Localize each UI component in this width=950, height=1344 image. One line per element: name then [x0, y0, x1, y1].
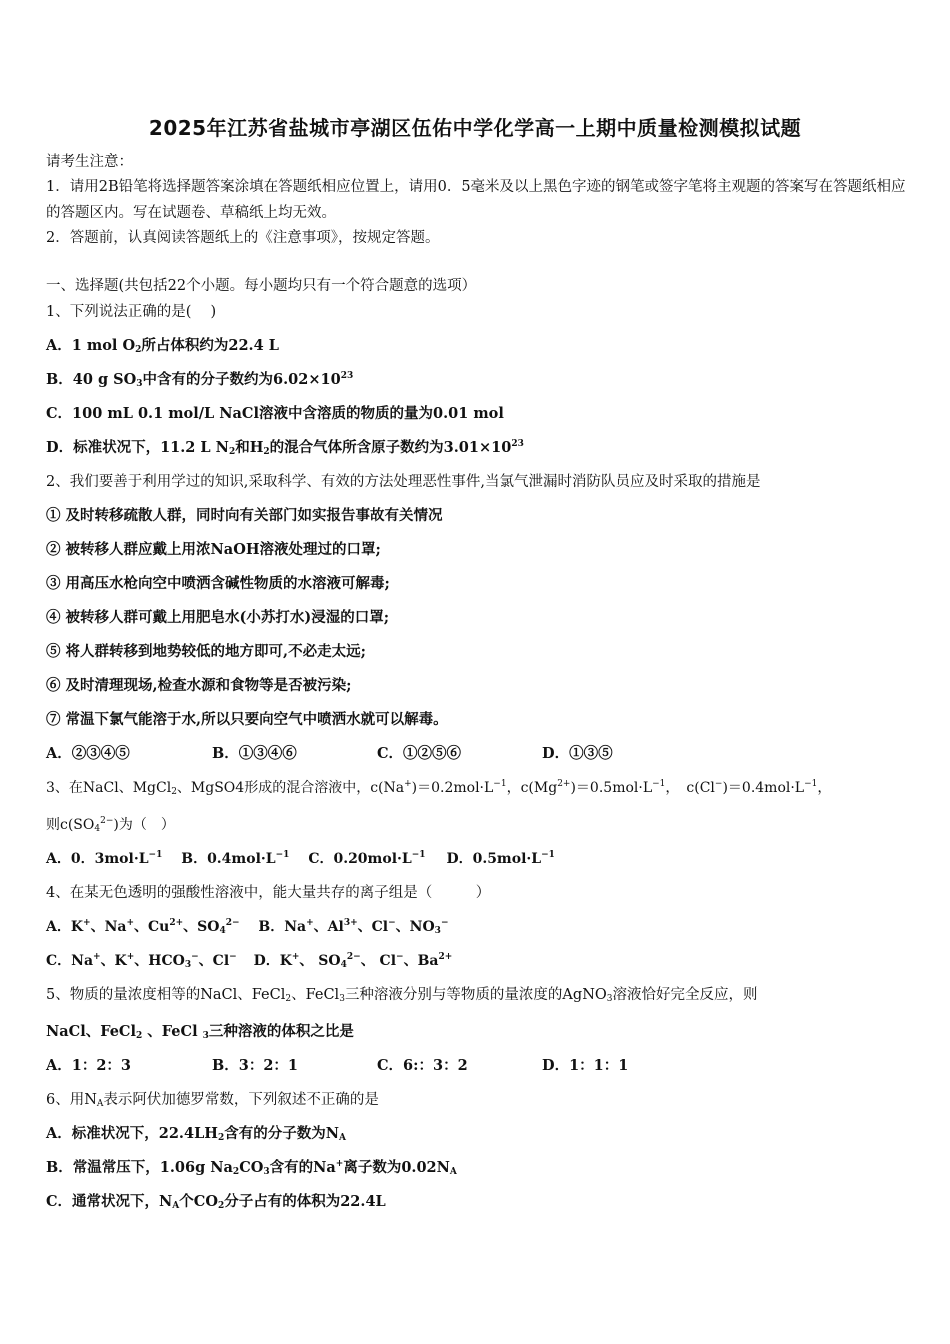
question-6-stem: 6、用$N_A$表示阿伏加德罗常数，下列叙述不正确的是 — [46, 1092, 379, 1109]
question-3-option-d: D．$0.5mol\cdot L^{-1}$ — [446, 850, 555, 867]
section-heading: 一、选择题(共包括22个小题。每小题均只有一个符合题意的选项） — [46, 278, 477, 294]
question-3-option-c: C．$0.20mol\cdot L^{-1}$ — [308, 850, 426, 867]
question-4-options-ab — [46, 917, 448, 937]
question-5-stem-line-1: 5、物质的量浓度相等的NaCl、FeCl$_2$、FeCl$_3$三种溶液分别与等物质的量浓度的AgNO$_3$溶液恰好完全反应，则 — [46, 987, 758, 1004]
question-2-statement-7: ⑦ 常温下氯气能溶于水,所以只要向空气中喷洒水就可以解毒。 — [46, 711, 448, 728]
question-2-statement-5: ⑤ 将人群转移到地势较低的地方即可,不必走太远; — [46, 643, 366, 660]
question-2-statement-4: ④ 被转移人群可戴上用肥皂水(小苏打水)浸湿的口罩; — [46, 609, 390, 626]
question-6-option-c: C．通常状况下，$N_A$个$CO_2$分子占有的体积为22.4L — [46, 1193, 386, 1211]
question-3-stem-line-2: 则$c(SO_4^{2-})$为（ ） — [46, 816, 175, 834]
question-2-option-c: C．①②⑤⑥ — [377, 745, 462, 762]
question-3-option-b: B．$0.4mol\cdot L^{-1}$ — [181, 850, 290, 867]
question-5-option-d: D．1：1：1 — [542, 1057, 629, 1074]
question-2-stem: 2、我们要善于利用学过的知识,采取科学、有效的方法处理恶性事件,当氯气泄漏时消防队员应及时采取的措施是 — [46, 474, 761, 490]
question-4-option-d: D．K+、 $SO_4^{2-}$、 Cl−、$Ba^{2+}$ — [253, 952, 453, 970]
notice-item-1: 1．请用2B铅笔将选择题答案涂填在答题纸相应位置上，请用0．5毫米及以上黑色字迹的钢笔或签字笔将主观题的答案写在答题纸相应的答题区内。写在试题卷、草稿纸上均无效。 — [46, 179, 906, 221]
page-title: 2025年江苏省盐城市亭湖区伍佑中学化学高一上期中质量检测模拟试题 — [148, 116, 802, 140]
question-2-statement-2: ② 被转移人群应戴上用浓NaOH溶液处理过的口罩; — [46, 541, 381, 558]
question-1-option-c: C．100 mL 0.1 mol/L NaCl溶液中含溶质的物质的量为0.01 mol — [46, 405, 504, 422]
question-6-option-a: A．标准状况下，$22.4LH_2$含有的分子数为$N_A$ — [46, 1125, 346, 1143]
question-5-stem-line-2: NaCl、FeCl$_2$ 、FeCl $_3$三种溶液的体积之比是 — [46, 1023, 354, 1041]
question-2-statement-1: ① 及时转移疏散人群，同时向有关部门如实报告事故有关情况 — [46, 507, 443, 524]
question-2-statement-6: ⑥ 及时清理现场,检查水源和食物等是否被污染; — [46, 677, 352, 694]
question-4-option-b: B．Na+、$Al^{3+}$、Cl−、$NO_3^-$ — [258, 918, 449, 936]
question-2-statement-3: ③ 用高压水枪向空中喷洒含碱性物质的水溶液可解毒; — [46, 575, 390, 592]
question-1-option-d: D．标准状况下，11.2 L $N_2$和$H_2$的混合气体所含原子数约为$3.01\times 10^{23}$ — [46, 439, 524, 457]
question-4-option-a: A．K+、Na+、$Cu^{2+}$、$SO_4^{2-}$ — [46, 918, 240, 936]
question-1-option-b: B．40 g $SO_3$中含有的分子数约为$6.02\times 10^{23}$ — [46, 371, 354, 389]
question-4-option-c: C．Na+、K+、$HCO_3^-$、Cl− — [46, 952, 237, 970]
question-2-option-b: B．①③④⑥ — [212, 745, 297, 762]
question-3-stem-line-1: 3、在NaCl、MgCl$_2$、MgSO4形成的混合溶液中，$c(Na^+)=0.2mol\cdot L^{-1}$，$c(Mg^{2+})=0.5mol\cdot L^{-1}$， $c(Cl^-)=0.4mol\cdot L^{-1}$， — [46, 779, 832, 797]
question-4-options-cd — [46, 951, 452, 971]
question-1-option-a: A．1 mol $O_2$所占体积约为22.4 L — [46, 337, 279, 355]
notice-heading: 请考生注意： — [46, 154, 133, 170]
question-5-option-c: C．6:：3：2 — [377, 1057, 468, 1074]
question-4-stem: 4、在某无色透明的强酸性溶液中，能大量共存的离子组是（ ） — [46, 885, 491, 901]
question-3-option-a: A．0．$3mol\cdot L^{-1}$ — [46, 850, 163, 867]
question-2-option-a: A．②③④⑤ — [46, 745, 130, 762]
question-2-option-d: D．①③⑤ — [542, 745, 613, 762]
question-6-option-b: B．常温常压下，1.06g $Na_2CO_3$含有的Na+离子数为$0.02N_A$ — [46, 1159, 457, 1177]
question-5-option-b: B．3：2：1 — [212, 1057, 299, 1074]
question-1-stem: 1、下列说法正确的是( ) — [46, 304, 217, 320]
question-5-option-a: A．1：2：3 — [46, 1057, 132, 1074]
notice-item-2: 2．答题前，认真阅读答题纸上的《注意事项》，按规定答题。 — [46, 230, 440, 246]
question-3-options — [46, 849, 555, 869]
